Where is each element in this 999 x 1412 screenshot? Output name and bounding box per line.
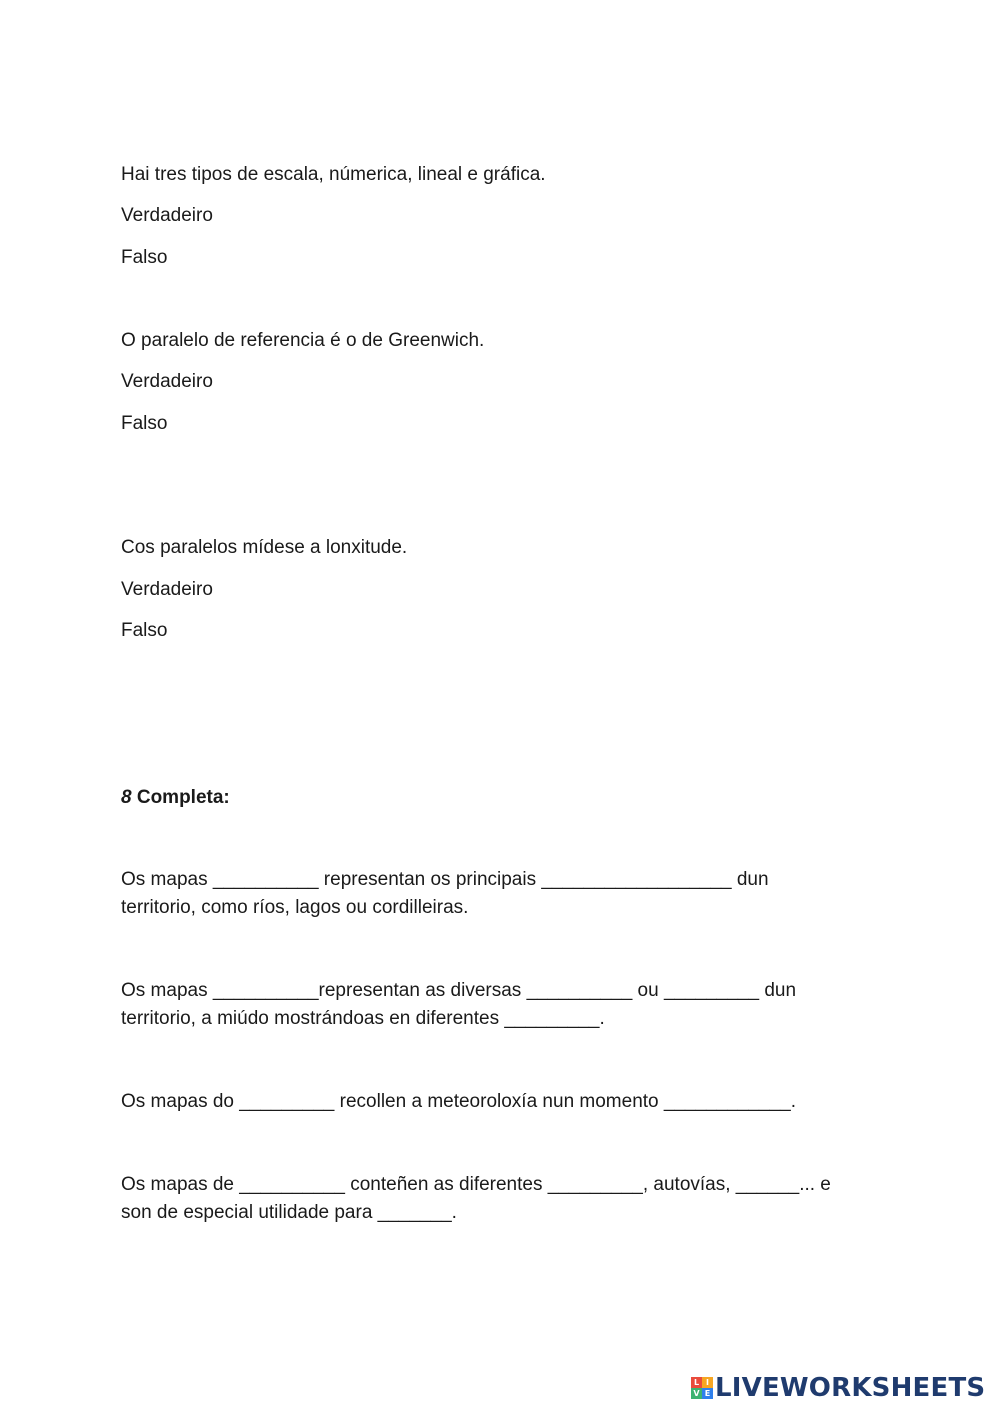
question-1-statement: Hai tres tipos de escala, númerica, lineal e gráfica. (121, 164, 546, 185)
section-title: Completa: (136, 787, 230, 808)
liveworksheets-logo-text: LIVEWORKSHEETS (715, 1373, 986, 1403)
fill-in-paragraph-1 (121, 866, 891, 922)
fill-in-1-line-1: Os mapas __________ representan os principais __________________ dun (121, 869, 769, 890)
question-3-option-true[interactable]: Verdadeiro (121, 579, 213, 600)
question-2-statement: O paralelo de referencia é o de Greenwich. (121, 330, 485, 351)
question-1-option-false[interactable]: Falso (121, 247, 168, 268)
fill-in-2-line-1: Os mapas __________representan as diversas __________ ou _________ dun (121, 980, 797, 1001)
section-number: 8 (121, 787, 132, 808)
fill-in-4-line-1: Os mapas de __________ conteñen as diferentes _________, autovías, ______... e (121, 1174, 831, 1195)
logo-mark-l: L (691, 1377, 702, 1388)
fill-in-4-line-2: son de especial utilidade para _______. (121, 1202, 457, 1223)
liveworksheets-logo (691, 1372, 985, 1404)
fill-in-3-line-1: Os mapas do _________ recollen a meteoroloxía nun momento ____________. (121, 1091, 796, 1112)
fill-in-paragraph-4 (121, 1171, 891, 1227)
liveworksheets-logo-icon (691, 1377, 713, 1399)
logo-mark-v: V (691, 1388, 702, 1399)
question-3-statement: Cos paralelos mídese a lonxitude. (121, 537, 408, 558)
section-heading (121, 784, 230, 812)
logo-mark-e: E (702, 1388, 713, 1399)
logo-mark-i: I (702, 1377, 713, 1388)
question-2-option-true[interactable]: Verdadeiro (121, 371, 213, 392)
fill-in-paragraph-2 (121, 977, 891, 1033)
fill-in-paragraph-3 (121, 1088, 891, 1116)
question-3-option-false[interactable]: Falso (121, 620, 168, 641)
fill-in-1-line-2: territorio, como ríos, lagos ou cordilleiras. (121, 897, 469, 918)
fill-in-2-line-2: territorio, a miúdo mostrándoas en diferentes _________. (121, 1008, 605, 1029)
question-2-option-false[interactable]: Falso (121, 413, 168, 434)
question-1-option-true[interactable]: Verdadeiro (121, 205, 213, 226)
